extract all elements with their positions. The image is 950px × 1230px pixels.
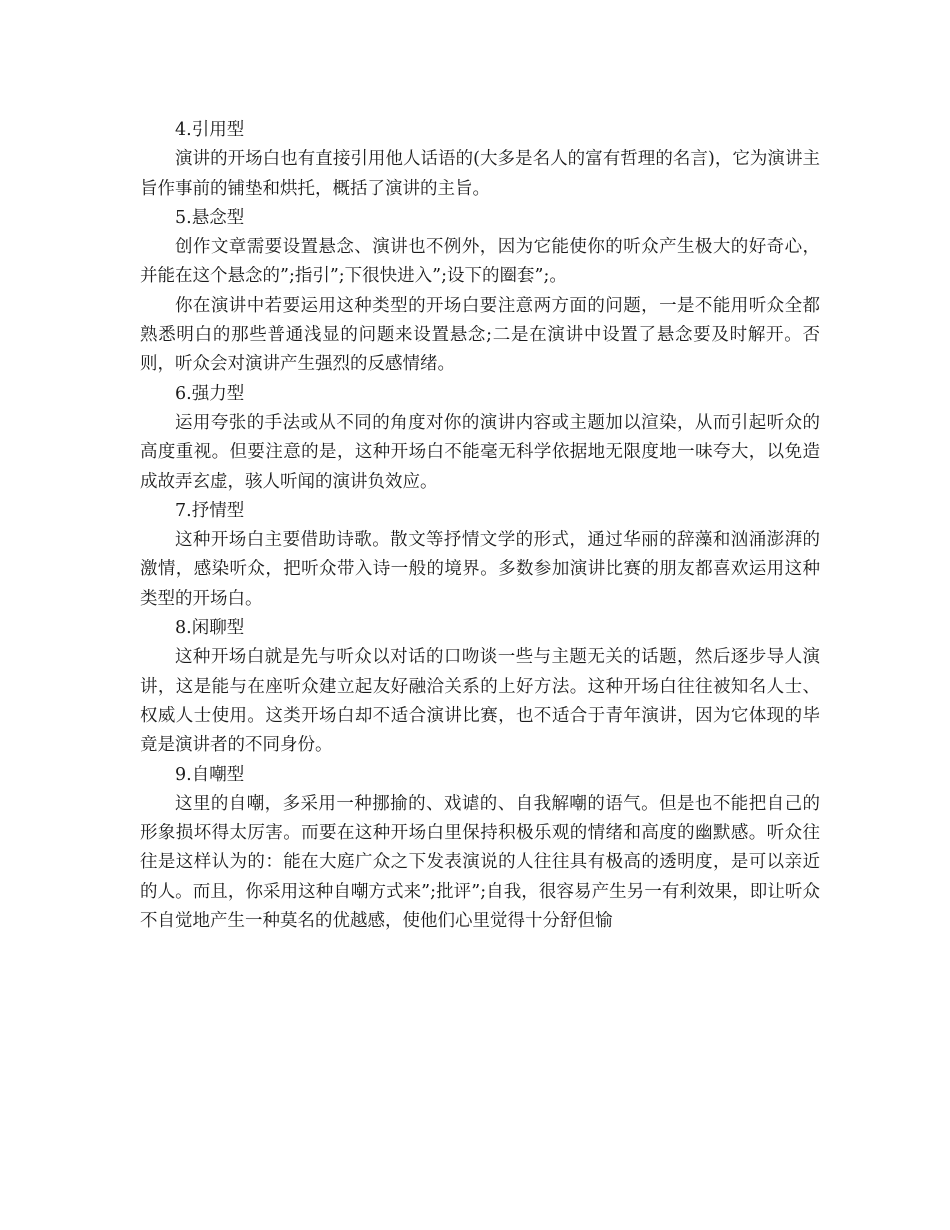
section-paragraph: 这种开场白就是先与听众以对话的口吻谈一些与主题无关的话题，然后逐步导人演讲，这是能与在座听众建立起友好融洽关系的上好方法。这种开场白往往被知名人士、权威人士使用。这类开场白却不适合演讲比赛，也不适合于青年演讲，因为它体现的毕竟是演讲者的不同身份。: [140, 647, 820, 756]
section-paragraph: 这种开场白主要借助诗歌。散文等抒情文学的形式，通过华丽的辞藻和汹涌澎湃的激情，感染听众，把听众带入诗一般的境界。多数参加演讲比赛的朋友都喜欢运用这种类型的开场白。: [140, 530, 820, 609]
section-heading-5: 5.悬念型: [175, 207, 245, 228]
document-body: [140, 116, 820, 936]
section-paragraph: 这里的自嘲，多采用一种挪揄的、戏谑的、自我解嘲的语气。但是也不能把自己的形象损坏得太厉害。而要在这种开场白里保持积极乐观的情绪和高度的幽默感。听众往往是这样认为的：能在大庭广众之下发表演说的人往往具有极高的透明度，是可以亲近的人。而且，你采用这种自嘲方式来”;批评”;自我，很容易产生另一有利效果，即让听众不自觉地产生一种莫名的优越感，使他们心里觉得十分舒但愉: [140, 793, 820, 932]
section-paragraph: 创作文章需要设置悬念、演讲也不例外，因为它能使你的听众产生极大的好奇心，并能在这个悬念的”;指引”;下很快进入”;设下的圈套”;。: [140, 237, 820, 287]
section-paragraph: 演讲的开场白也有直接引用他人话语的(大多是名人的富有哲理的名言)，它为演讲主旨作事前的铺垫和烘托，概括了演讲的主旨。: [140, 149, 820, 199]
section-heading-9: 9.自嘲型: [175, 764, 245, 785]
section-paragraph: 运用夸张的手法或从不同的角度对你的演讲内容或主题加以渲染，从而引起听众的高度重视。但要注意的是，这种开场白不能毫无科学依据地无限度地一味夸大，以免造成故弄玄虚，骇人听闻的演讲负效应。: [140, 412, 820, 492]
section-heading-7: 7.抒情型: [175, 500, 245, 521]
section-paragraph: 你在演讲中若要运用这种类型的开场白要注意两方面的问题，一是不能用听众全都熟悉明白的那些普通浅显的问题来设置悬念;二是在演讲中设置了悬念要及时解开。否则，听众会对演讲产生强烈的反感情绪。: [140, 295, 820, 375]
section-heading-8: 8.闲聊型: [175, 618, 245, 639]
section-heading-6: 6.强力型: [175, 383, 245, 404]
section-heading-4: 4.引用型: [175, 120, 245, 140]
